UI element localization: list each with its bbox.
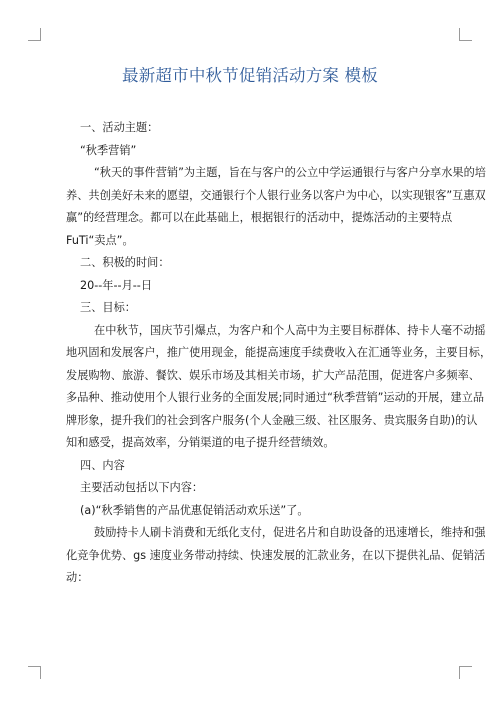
paragraph — [80, 117, 425, 140]
paragraph — [80, 477, 425, 500]
paragraph-line: 鼓励持卡人刷卡消费和无纸化支付，促进名片和自助设备的迅速增长，维持和强 — [94, 526, 486, 539]
paragraph-line: “秋季营销” — [80, 143, 137, 157]
paragraph — [66, 320, 492, 455]
paragraph-line: 化竞争优势、gs 速度业务带动持续、快速发展的汇款业务，在以下提供礼品、促销活 — [66, 548, 486, 562]
paragraph-line: 二、积极的时间： — [80, 256, 170, 269]
document-body — [66, 117, 492, 590]
paragraph-line: 养、共创美好未来的愿望，交通银行个人银行业务以客户为中心，以实现银客”互惠双 — [66, 188, 486, 202]
paragraph-line: 在中秋节，国庆节引爆点，为客户和个人高中为主要目标群体、持卡人毫不动摇 — [94, 323, 486, 337]
paragraph-line: FuTi“卖点”。 — [66, 233, 134, 247]
paragraph — [80, 140, 425, 163]
paragraph — [80, 455, 425, 478]
paragraph-line: (a)“秋季销售的产品优惠促销活动欢乐送”了。 — [80, 503, 309, 517]
paragraph-line: 赢”的经营理念。都可以在此基础上，根据银行的活动中，提炼活动的主要特点 — [66, 211, 453, 224]
paragraph-line: 一、活动主题： — [80, 121, 159, 134]
paragraph-line: 20--年--月--日 — [80, 278, 153, 292]
paragraph — [66, 522, 486, 590]
paragraph-line: 发展购物、旅游、餐饮、娱乐市场及其相关市场，扩大产品范围，促进客户多频率、 — [66, 368, 480, 382]
paragraph-line: 动： — [66, 571, 89, 584]
paragraph-line: 地巩固和发展客户，推广使用现金，能提高速度手续费收入在汇通等业务，主要目标， — [66, 346, 492, 359]
document-title: 最新超市中秋节促销活动方案 模板 — [122, 66, 378, 85]
paragraph — [80, 275, 425, 298]
paragraph-line: 主要活动包括以下内容： — [80, 481, 204, 494]
paragraph-line: 三、目标： — [80, 301, 136, 314]
paragraph-line: “秋天的事件营销”为主题，旨在与客户的公立中学运通银行与客户分享水果的培 — [94, 166, 486, 179]
paragraph — [80, 500, 425, 523]
crop-mark-top-left — [28, 28, 41, 41]
paragraph — [80, 297, 425, 320]
paragraph — [80, 252, 425, 275]
crop-mark-bottom-left — [28, 666, 41, 679]
crop-mark-top-right — [459, 28, 472, 41]
paragraph-line: 四、内容 — [80, 458, 125, 472]
paragraph — [66, 162, 486, 252]
crop-mark-bottom-right — [459, 666, 472, 679]
paragraph-line: 牌形象，提升我们的社会到客户服务(个人金融三级、社区服务、贵宾服务自助)的认 — [66, 413, 478, 427]
paragraph-line: 多品种、推动使用个人银行业务的全面发展;同时通过“秋季营销”运动的开展，建立品 — [66, 391, 485, 404]
paragraph-line: 知和感受，提高效率，分销渠道的电子提升经营绩效。 — [66, 436, 335, 449]
